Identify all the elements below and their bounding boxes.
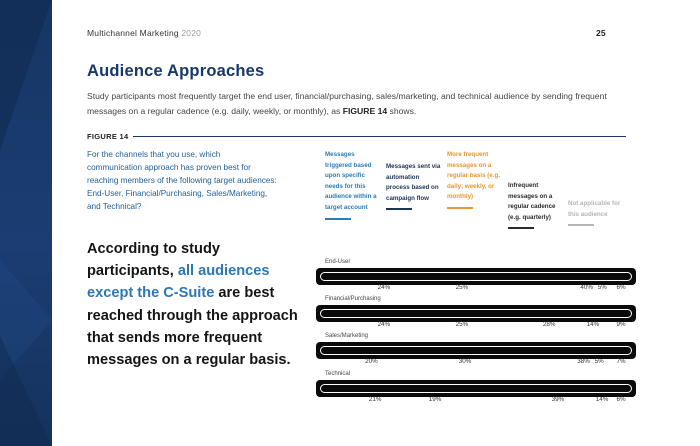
figure-rule [133, 136, 626, 137]
sidebar-shape-bottom [0, 336, 52, 446]
bar-track [320, 272, 632, 281]
bar-value-label: 5% [597, 284, 607, 291]
bar-category-label: Technical [325, 371, 351, 377]
figure-description: For the channels that you use, which communication approach has proven best for reaching members of the following target audiences: End-User, Financial/Purchasing, Sales/Marketing, and Technical? [87, 150, 277, 211]
bar-value-label: 25% [455, 284, 469, 291]
legend-entry-2 [386, 162, 442, 210]
bar-track [320, 309, 632, 318]
legend-entry-4 [508, 181, 564, 229]
bar-category-label: End-User [325, 259, 351, 265]
legend-swatch [325, 218, 351, 220]
running-header [87, 28, 201, 38]
figure-label: FIGURE 14 [87, 132, 129, 141]
bar-row-4 [316, 380, 636, 397]
bar-value-label: 21% [368, 396, 382, 403]
intro-text-before: Study participants most frequently target the end user, financial/purchasing, sales/marketing, and technical audience by sending frequent messages on a regular cadence (e.g. daily, weekly, or monthly), as [87, 91, 607, 116]
bar-value-label: 40% [580, 284, 593, 291]
bar-value-label: 5% [594, 358, 604, 365]
bar-value-label: 14% [595, 396, 609, 403]
bar-row-2 [316, 305, 636, 322]
bar-value-label: 24% [377, 284, 391, 291]
legend-label: Messages sent via automation process based on campaign flow [386, 163, 441, 202]
callout-part1: According to study participants, [87, 241, 220, 280]
bar-row-3 [316, 342, 636, 359]
legend-label: Infrequent messages on a regular cadence (e.g. quarterly) [508, 182, 556, 221]
bar-value-label: 38% [577, 358, 590, 365]
sidebar-decoration [0, 0, 52, 446]
callout-highlight: all audiences except the C-Suite [87, 263, 270, 302]
publication-year: 2020 [181, 28, 202, 38]
intro-paragraph [87, 89, 647, 118]
page-number: 25 [596, 28, 606, 38]
legend-entry-5 [568, 199, 624, 226]
legend-entry-3 [447, 150, 503, 209]
bar-track [320, 346, 632, 355]
page-title: Audience Approaches [87, 62, 265, 80]
legend-swatch [508, 227, 534, 229]
bar-value-label: 30% [458, 358, 472, 365]
legend-label: Messages triggered based upon specific needs for this audience within a target account [325, 151, 377, 211]
bar-category-label: Financial/Purchasing [325, 296, 381, 302]
bar-value-label: 20% [365, 358, 378, 365]
callout-quote [87, 238, 302, 371]
bar-value-label: 25% [455, 321, 469, 328]
intro-figure-ref: FIGURE 14 [342, 105, 388, 116]
callout-part2: are best reached through the approach that sends more frequent messages on a regular basis. [87, 285, 298, 369]
bar-value-label: 14% [586, 321, 600, 328]
sidebar-shape-top [0, 0, 52, 150]
bar-value-label: 24% [377, 321, 391, 328]
bar-value-label: 6% [616, 284, 626, 291]
legend-swatch [447, 207, 473, 209]
legend-swatch [386, 208, 412, 210]
legend-label: Not applicable for this audience [568, 200, 621, 218]
bar-value-label: 39% [551, 396, 565, 403]
bar-value-label: 9% [616, 321, 626, 328]
legend-label: More frequent messages on a regular basis (e.g. daily; weekly, or monthly) [447, 151, 500, 201]
publication-title: Multichannel Marketing [87, 28, 179, 38]
bar-value-label: 6% [616, 396, 626, 403]
bar-value-label: 28% [542, 321, 556, 328]
bar-track [320, 384, 632, 393]
bar-row-1 [316, 268, 636, 285]
legend-entry-1 [325, 150, 381, 220]
bar-value-label: 7% [616, 358, 626, 365]
legend-swatch [568, 224, 594, 226]
bar-category-label: Sales/Marketing [325, 333, 369, 339]
intro-text-after: shows. [387, 105, 417, 116]
bar-value-label: 19% [428, 396, 442, 403]
